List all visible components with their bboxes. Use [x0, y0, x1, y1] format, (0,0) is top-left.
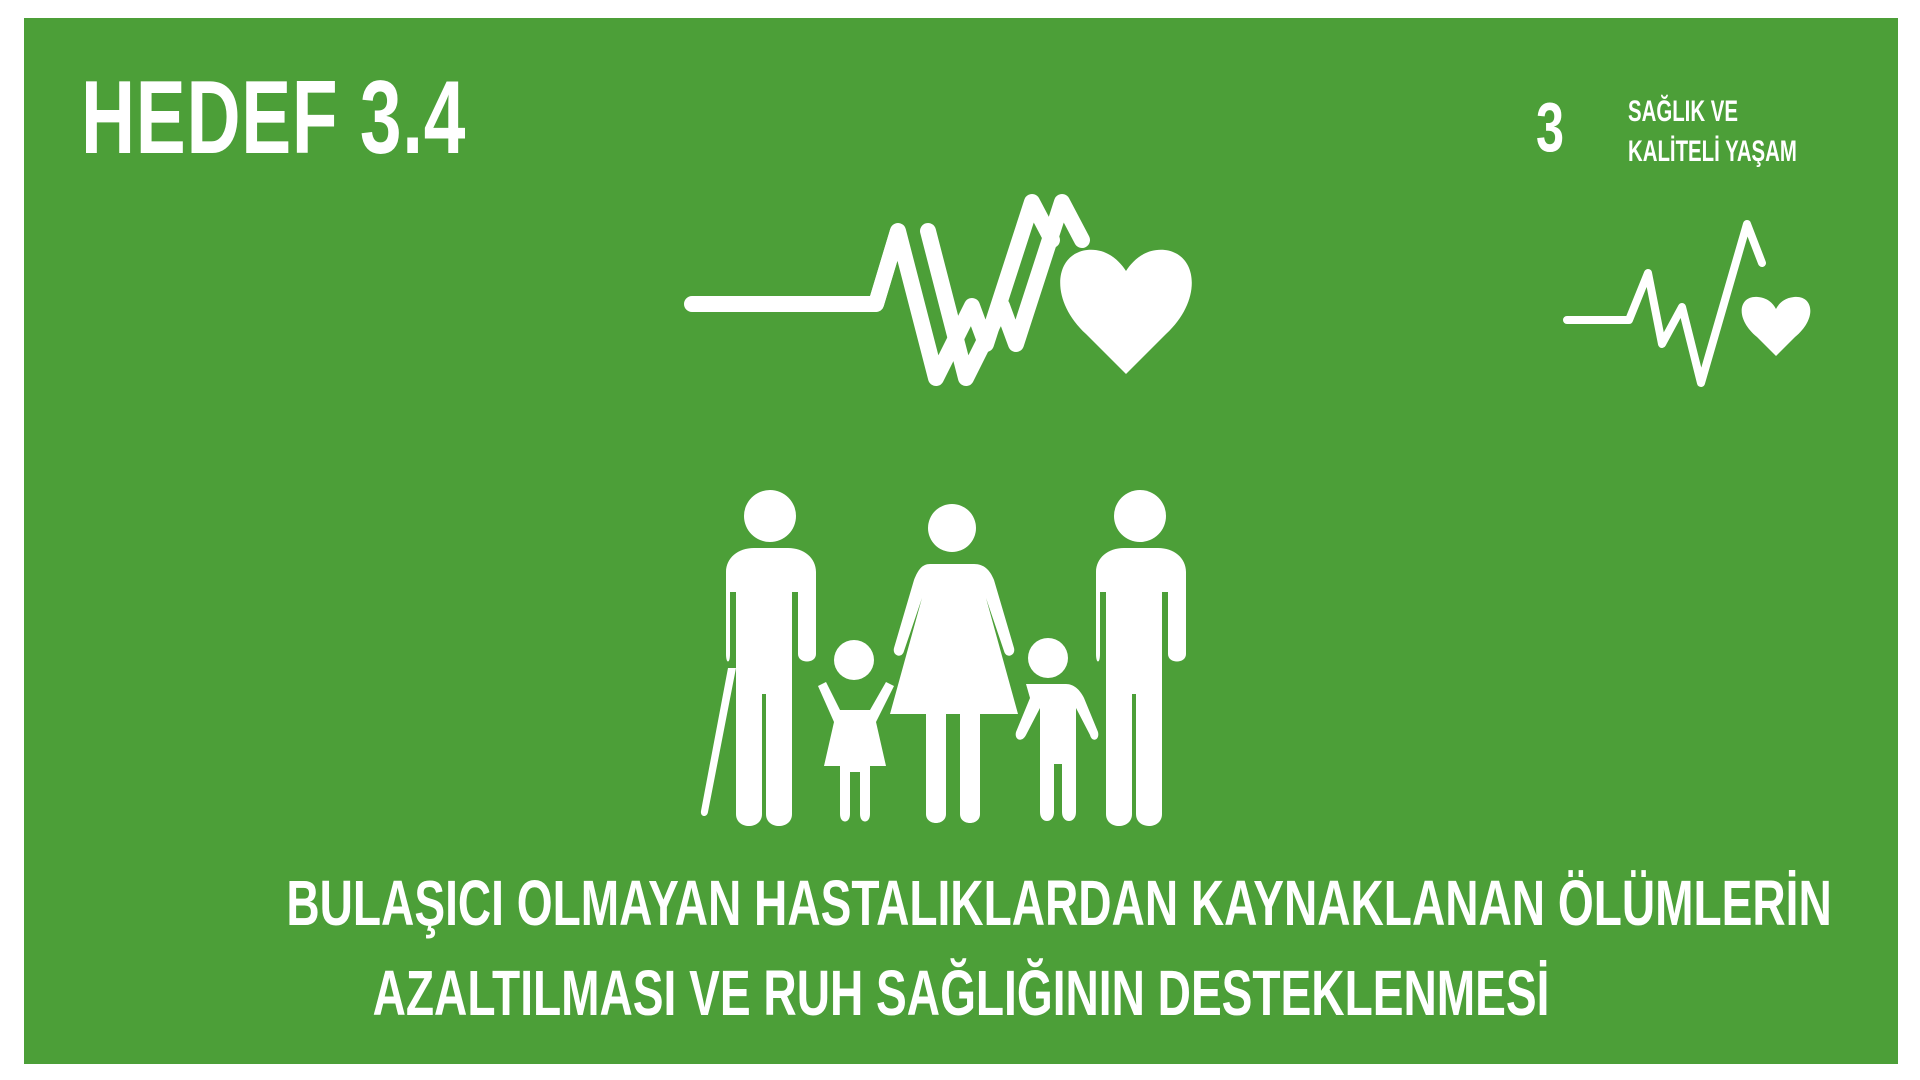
grandfather-body — [726, 548, 816, 826]
goal-number: 3 — [1536, 88, 1565, 166]
cane — [701, 668, 736, 816]
boy-body — [1016, 684, 1099, 821]
mother-head — [928, 504, 976, 552]
goal-name-line-1: SAĞLIK VE — [1628, 95, 1738, 128]
grandfather-head — [744, 490, 796, 542]
family-icon — [664, 488, 1324, 828]
goal-name — [1628, 92, 1797, 172]
description-line-2: AZALTILMASI VE RUH SAĞLIĞININ DESTEKLENMESİ — [372, 957, 1550, 1029]
boy-head — [1028, 638, 1068, 678]
father-body — [1096, 548, 1186, 826]
mother-body — [890, 564, 1018, 823]
target-title: HEDEF 3.4 — [81, 60, 467, 176]
goal-name-line-2: KALİTELİ YAŞAM — [1628, 135, 1797, 168]
target-description — [24, 858, 1898, 1038]
description-line-1: BULAŞICI OLMAYAN HASTALIKLARDAN KAYNAKLANAN ÖLÜMLERİN — [286, 867, 1832, 939]
father-head — [1114, 490, 1166, 542]
heartbeat-heart-icon — [680, 172, 1300, 482]
girl-head — [834, 640, 874, 680]
goal-heartbeat-icon — [1562, 196, 1842, 406]
girl-body — [818, 682, 894, 822]
target-card — [24, 18, 1898, 1064]
